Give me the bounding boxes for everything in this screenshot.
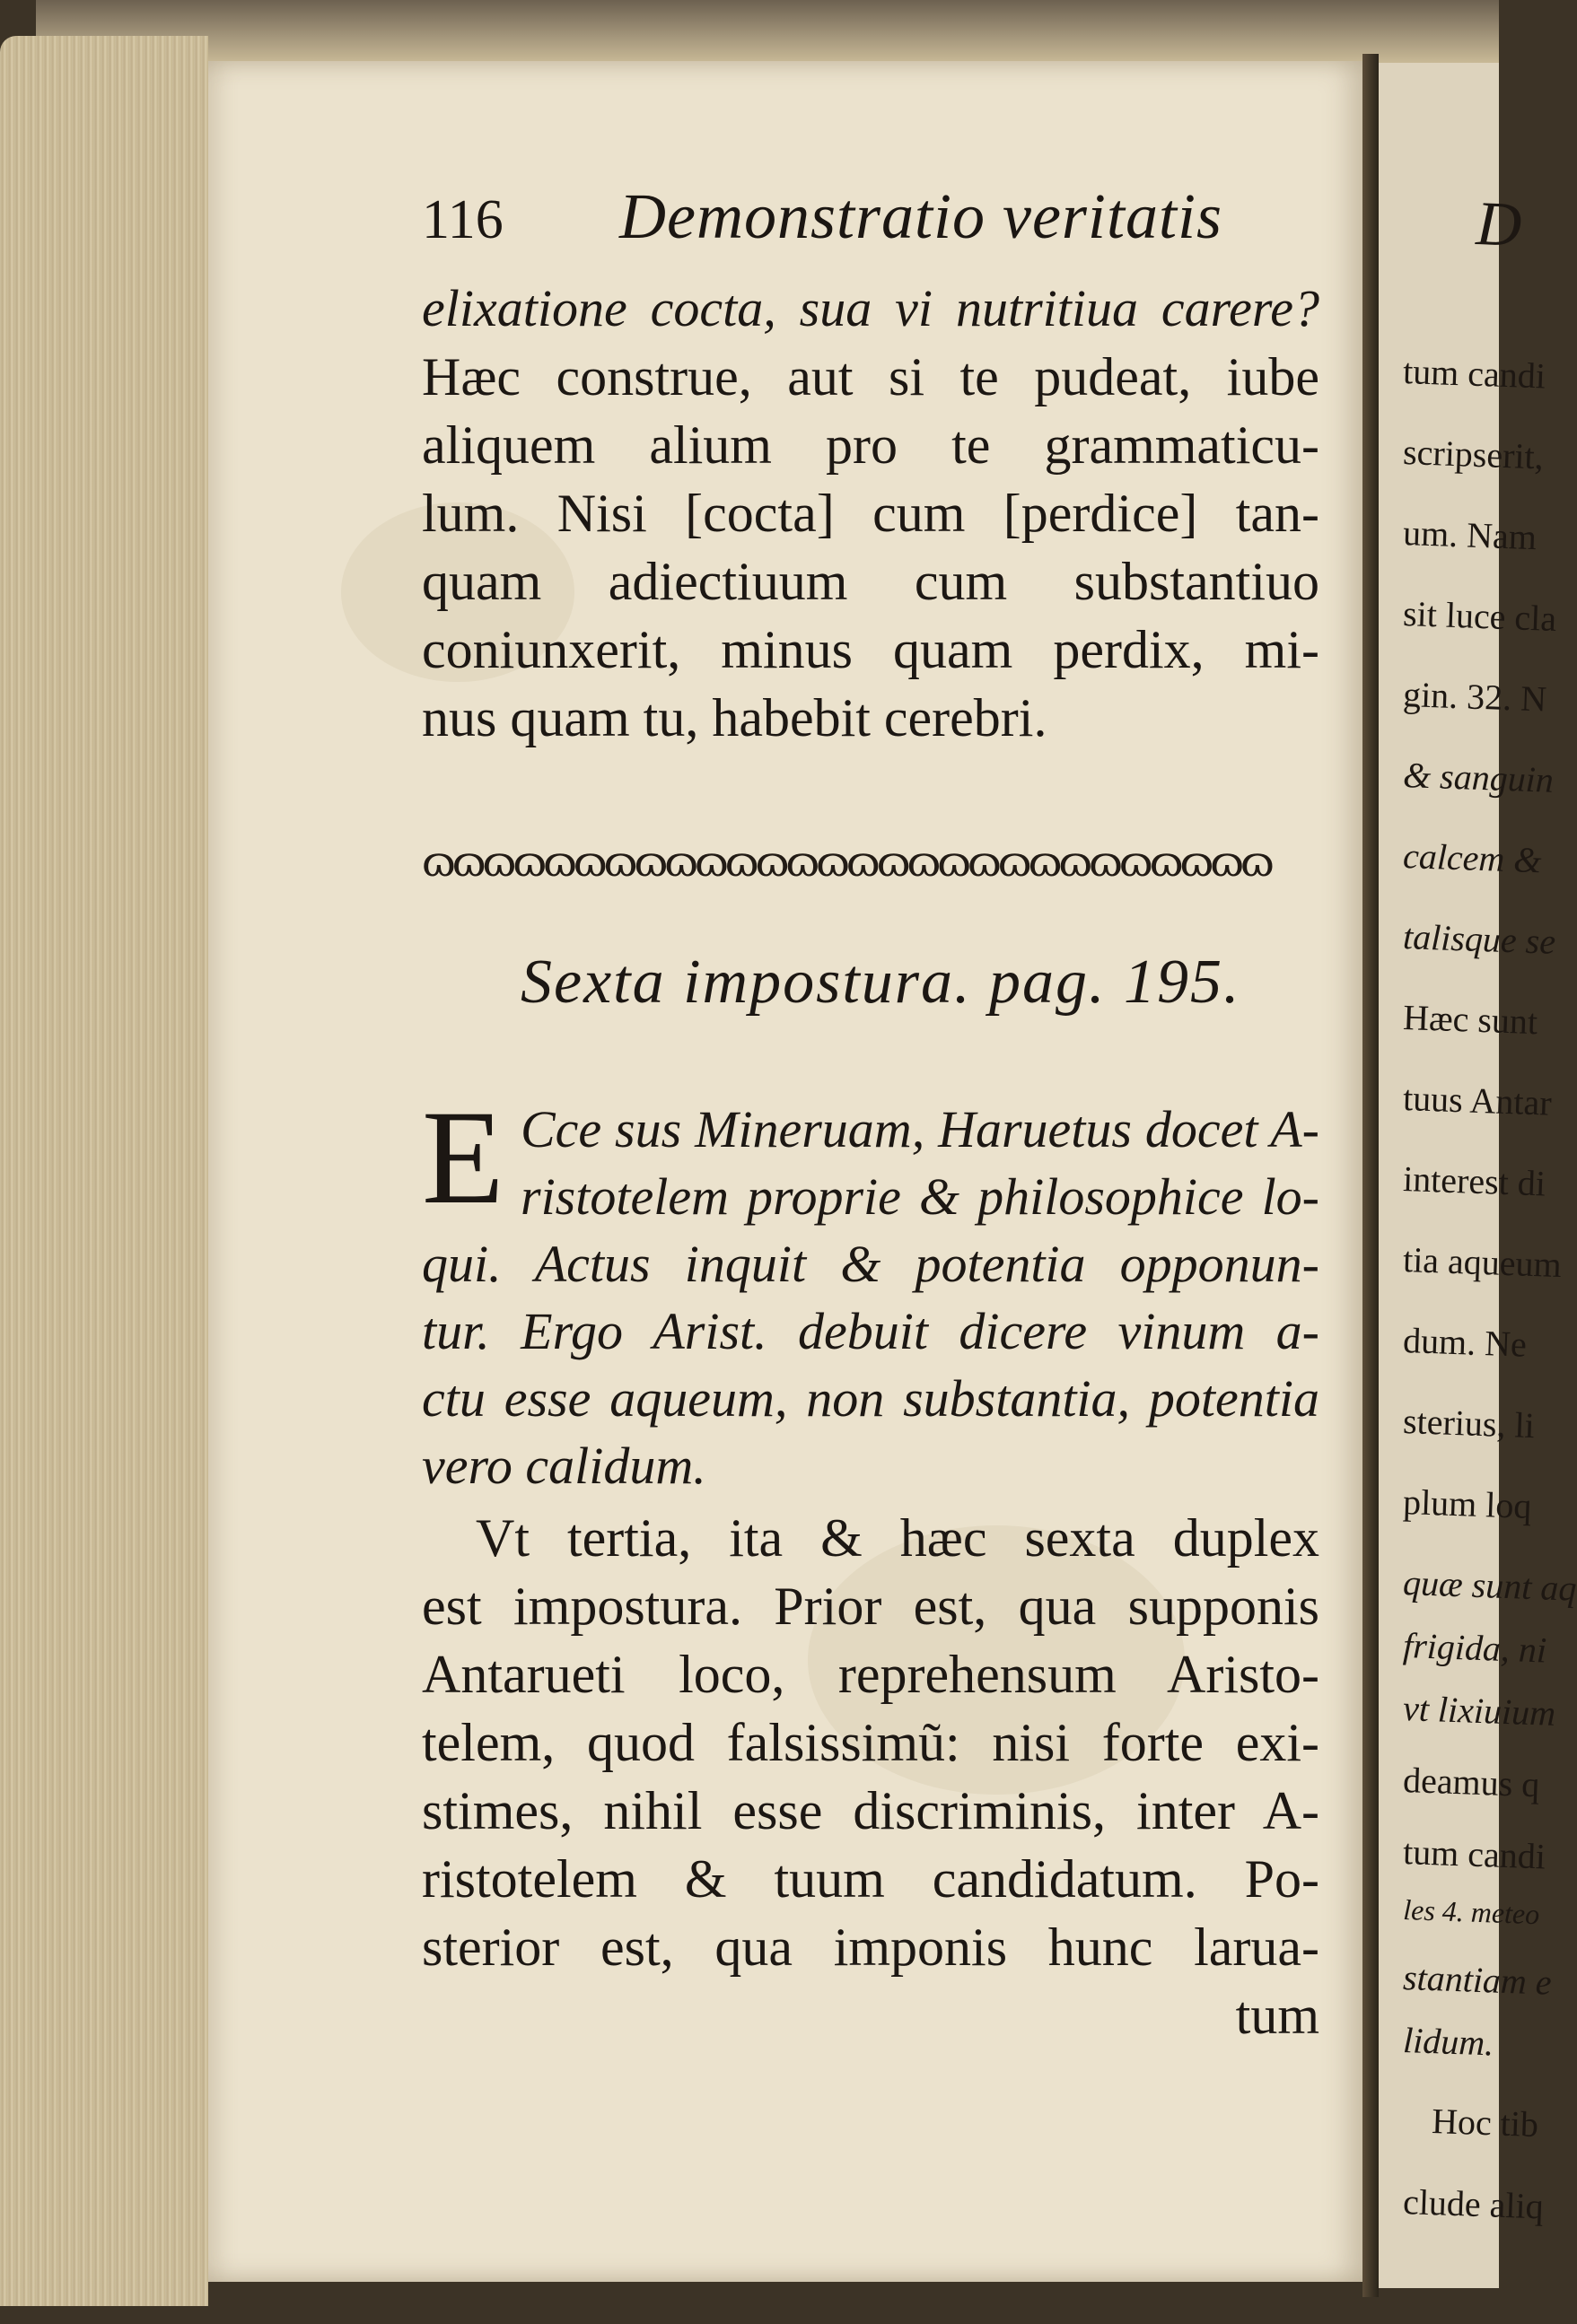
facing-line: vt lixiuium xyxy=(1402,1687,1556,1734)
text-line: coniunxerit, minus quam perdix, mi- xyxy=(422,620,1319,679)
text-line: ristotelem proprie & philosophice lo- xyxy=(521,1167,1319,1226)
ornamental-border xyxy=(422,839,1319,884)
catchword: tum xyxy=(1235,1986,1319,2045)
running-title: Demonstratio veritatis xyxy=(619,180,1222,252)
ornament-glyphs: ɷɷɷɷɷɷɷɷɷɷɷɷɷɷɷɷɷɷɷɷɷɷɷɷɷɷɷɷ xyxy=(422,837,1271,886)
facing-line: frigida, ni xyxy=(1402,1624,1547,1671)
text-line: elixatione cocta, sua vi nutritiua carere? xyxy=(422,279,1319,337)
facing-line: sit luce cla xyxy=(1402,592,1557,639)
book-gutter xyxy=(1362,54,1379,2297)
facing-page-fragment xyxy=(1379,63,1577,2288)
facing-line: les 4. meteo xyxy=(1402,1893,1540,1931)
facing-line: tuus Antar xyxy=(1402,1077,1553,1123)
facing-line: clude aliq xyxy=(1402,2180,1545,2227)
facing-line: tia aqueum xyxy=(1402,1238,1563,1286)
text-line: Hæc construe, aut si te pudeat, iube xyxy=(422,347,1319,406)
facing-line: stantiam e xyxy=(1402,1956,1553,2003)
facing-line: tum candi xyxy=(1402,350,1546,397)
facing-line: talisque se xyxy=(1402,915,1556,962)
text-line: Vt tertia, ita & hæc sexta duplex xyxy=(476,1508,1319,1568)
text-line: quam adiectiuum cum substantiuo xyxy=(422,552,1319,611)
paragraph xyxy=(422,1507,1319,2082)
book-page-edges xyxy=(0,36,208,2306)
facing-line: Hæc sunt xyxy=(1402,996,1538,1043)
facing-line: sterius, li xyxy=(1402,1400,1536,1446)
text-line: tur. Ergo Arist. debuit dicere vinum a- xyxy=(422,1302,1319,1360)
facing-line: calcem & xyxy=(1402,834,1543,881)
text-line: qui. Actus inquit & potentia opponun- xyxy=(422,1235,1319,1293)
text-line: ristotelem & tuum candidatum. Po- xyxy=(422,1849,1319,1909)
text-line: telem, quod falsissimũ: nisi forte exi- xyxy=(422,1713,1319,1772)
text-line: Cce sus Mineruam, Haruetus docet A- xyxy=(521,1100,1319,1158)
text-line: sterior est, qua imponis hunc larua- xyxy=(422,1918,1319,1977)
drop-cap: E xyxy=(422,1083,504,1232)
text-line: lum. Nisi [cocta] cum [perdice] tan- xyxy=(422,484,1319,543)
paragraph-continued xyxy=(422,278,1319,745)
facing-line: Hoc tib xyxy=(1431,2100,1539,2145)
facing-line: gin. 32. N xyxy=(1402,673,1547,720)
facing-line: quæ sunt aq xyxy=(1402,1561,1577,1609)
text-line: est impostura. Prior est, qua supponis xyxy=(422,1577,1319,1636)
quoted-passage xyxy=(422,1099,1319,1530)
facing-line: um. Nam xyxy=(1402,511,1538,558)
text-line: Antarueti loco, reprehensum Aristo- xyxy=(422,1645,1319,1704)
section-heading: Sexta impostura. pag. 195. xyxy=(521,948,1241,1017)
text-line: ctu esse aqueum, non substantia, potentia xyxy=(422,1369,1319,1428)
facing-line: D xyxy=(1475,188,1523,260)
page-number: 116 xyxy=(422,189,504,250)
facing-line: deamus q xyxy=(1402,1759,1541,1805)
text-line: stimes, nihil esse discriminis, inter A- xyxy=(422,1781,1319,1840)
facing-line: tum candi xyxy=(1402,1830,1546,1877)
facing-line: dum. Ne xyxy=(1402,1319,1528,1365)
book-top-edge xyxy=(36,0,1499,63)
facing-line: & sanguin xyxy=(1402,754,1555,800)
text-line: vero calidum. xyxy=(422,1437,706,1495)
facing-line: scripserit, xyxy=(1402,431,1545,477)
facing-line: plum loq xyxy=(1402,1481,1533,1526)
facing-line: interest di xyxy=(1402,1158,1546,1204)
text-line: aliquem alium pro te grammaticu- xyxy=(422,415,1319,475)
text-line: nus quam tu, habebit cerebri. xyxy=(422,688,1047,747)
facing-line: lidum. xyxy=(1402,2019,1495,2064)
